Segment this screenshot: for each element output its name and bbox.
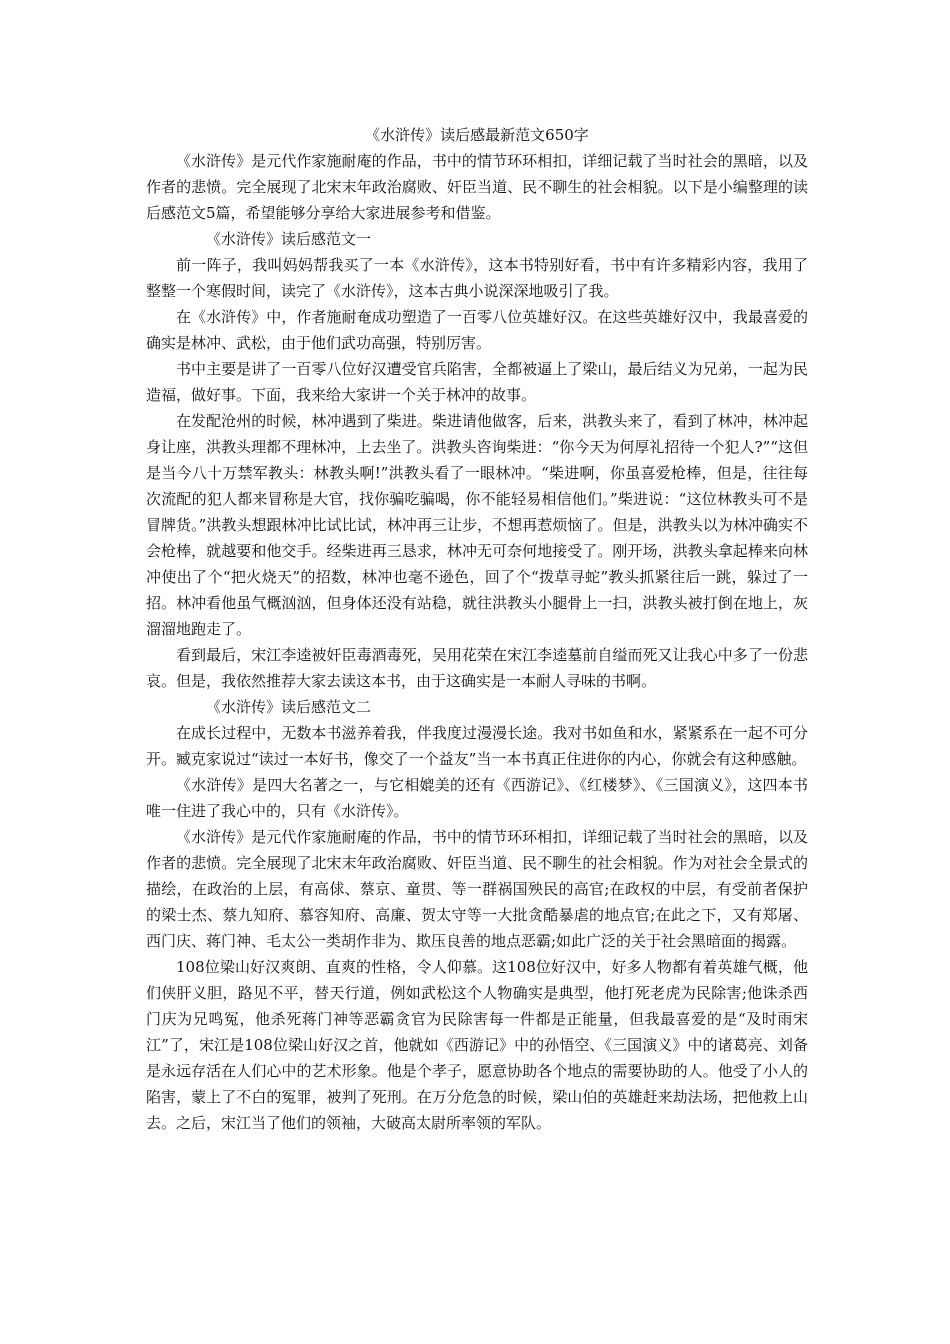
section2-paragraph-2: 《水浒传》是四大名著之一，与它相媲美的还有《西游记》、《红楼梦》、《三国演义》，这四本书唯一住进了我心中的，只有《水浒传》。 <box>146 776 808 820</box>
section1-paragraph-1: 前一阵子，我叫妈妈帮我买了一本《水浒传》，这本书特别好看，书中有许多精彩内容，我用了整整一个寒假时间，读完了《水浒传》，这本古典小说深深地吸引了我。 <box>146 256 808 300</box>
section1-paragraph-5: 看到最后，宋江李逵被奸臣毒酒毒死，吴用花荣在宋江李逵墓前自缢而死又让我心中多了一份悲哀。但是，我依然推荐大家去读这本书，由于这确实是一本耐人寻味的书啊。 <box>146 646 808 690</box>
intro-paragraph: 《水浒传》是元代作家施耐庵的作品，书中的情节环环相扣，详细记载了当时社会的黑暗，以及作者的悲愤。完全展现了北宋末年政治腐败、奸臣当道、民不聊生的社会相貌。以下是小编整理的读后感范文5篇，希望能够分享给大家进展参考和借鉴。 <box>146 152 808 222</box>
section1-paragraph-4: 在发配沧州的时候，林冲遇到了柴进。柴进请他做客，后来，洪教头来了，看到了林冲，林冲起身让座，洪教头理都不理林冲，上去坐了。洪教头咨询柴进：“你今天为何厚礼招待一个犯人?”“这但是当今八十万禁军教头：林教头啊!”洪教头看了一眼林冲。“柴进啊，你虽喜爱枪棒，但是，往往每次流配的犯人都来冒称是大官，找你骗吃骗喝，你不能轻易相信他们。”柴进说：“这位林教头可不是冒牌货。”洪教头想跟林冲比试比试，林冲再三让步，不想再惹烦恼了。但是，洪教头以为林冲确实不会枪棒，就越要和他交手。经柴进再三恳求，林冲无可奈何地接受了。刚开场，洪教头拿起棒来向林冲使出了个“把火烧天”的招数，林冲也毫不逊色，回了个“拨草寻蛇”教头抓紧往后一跳，躲过了一招。林冲看他虽气概汹汹，但身体还没有站稳，就往洪教头小腿骨上一扫，洪教头被打倒在地上，灰溜溜地跑走了。 <box>146 412 808 638</box>
section1-heading: 《水浒传》读后感范文一 <box>206 230 372 248</box>
section1-paragraph-3: 书中主要是讲了一百零八位好汉遭受官兵陷害，全都被逼上了梁山，最后结义为兄弟，一起为民造福，做好事。下面，我来给大家讲一个关于林冲的故事。 <box>146 360 808 404</box>
document-title: 《水浒传》读后感最新范文650字 <box>365 126 589 144</box>
section2-paragraph-3: 《水浒传》是元代作家施耐庵的作品，书中的情节环环相扣，详细记载了当时社会的黑暗，以及作者的悲愤。完全展现了北宋末年政治腐败、奸臣当道、民不聊生的社会相貌。作为对社会全景式的描绘，在政治的上层，有高俅、蔡京、童贯、等一群祸国殃民的高官;在政权的中层，有受前者保护的梁士杰、蔡九知府、慕容知府、高廉、贺太守等一大批贪酷暴虐的地点官;在此之下，又有郑屠、西门庆、蒋门神、毛太公一类胡作非为、欺压良善的地点恶霸;如此广泛的关于社会黑暗面的揭露。 <box>146 828 808 950</box>
section2-paragraph-1: 在成长过程中，无数本书滋养着我，伴我度过漫漫长途。我对书如鱼和水，紧紧系在一起不可分开。臧克家说过“读过一本好书，像交了一个益友”当一本书真正住进你的内心，你就会有这种感触。 <box>146 724 808 768</box>
section1-paragraph-2: 在《水浒传》中，作者施耐奄成功塑造了一百零八位英雄好汉。在这些英雄好汉中，我最喜爱的确实是林冲、武松，由于他们武功高强，特别厉害。 <box>146 308 808 352</box>
document-page <box>146 122 808 1136</box>
section2-paragraph-4: 108位梁山好汉爽朗、直爽的性格，令人仰慕。这108位好汉中，好多人物都有着英雄气概，他们侠肝义胆，路见不平，替天行道，例如武松这个人物确实是典型，他打死老虎为民除害;他诛杀西门庆为兄鸣冤，他杀死蒋门神等恶霸贪官为民除害每一件都是正能量，但我最喜爱的是“及时雨宋江”了，宋江是108位梁山好汉之首，他就如《西游记》中的孙悟空、《三国演义》中的诸葛亮、刘备是永远存活在人们心中的艺术形象。他是个孝子，愿意协助各个地点的需要协助的人。他受了小人的陷害，蒙上了不白的冤罪，被判了死刑。在万分危急的时候，梁山伯的英雄赶来劫法场，把他救上山去。之后，宋江当了他们的领袖，大破高太尉所率领的军队。 <box>146 958 808 1132</box>
section2-heading: 《水浒传》读后感范文二 <box>206 698 372 716</box>
